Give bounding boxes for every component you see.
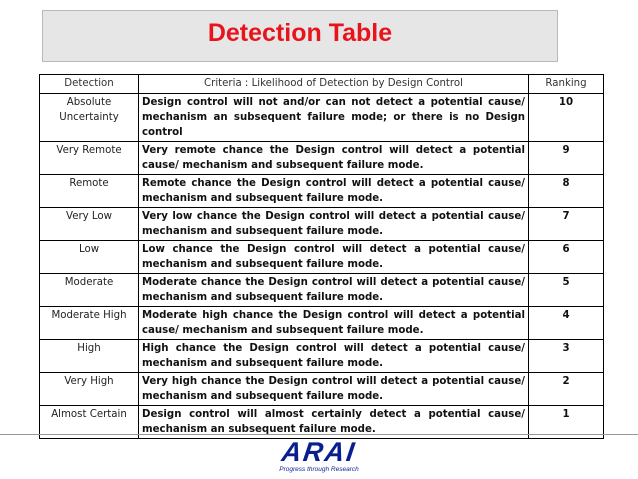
detection-cell: Very High	[40, 373, 139, 406]
ranking-cell: 2	[529, 373, 604, 406]
criteria-cell: Remote chance the Design control will detect a potential cause/ mechanism and subsequent failure mode.	[139, 175, 529, 208]
criteria-cell: Low chance the Design control will detect a potential cause/ mechanism and subsequent failure mode.	[139, 241, 529, 274]
criteria-cell: Moderate high chance the Design control will detect a potential cause/ mechanism and subsequent failure mode.	[139, 307, 529, 340]
table-row	[40, 373, 604, 406]
detection-cell: Very Remote	[40, 142, 139, 175]
table-row	[40, 175, 604, 208]
detection-cell: Moderate	[40, 274, 139, 307]
criteria-cell: Very remote chance the Design control will detect a potential cause/ mechanism and subsequent failure mode.	[139, 142, 529, 175]
table-row	[40, 274, 604, 307]
logo-wordmark: ARAI	[279, 437, 359, 467]
ranking-cell: 6	[529, 241, 604, 274]
ranking-cell: 8	[529, 175, 604, 208]
table-row	[40, 94, 604, 142]
criteria-cell: High chance the Design control will detect a potential cause/ mechanism and subsequent failure mode.	[139, 340, 529, 373]
detection-table	[39, 74, 604, 439]
ranking-cell: 7	[529, 208, 604, 241]
footer-divider	[0, 434, 638, 435]
table-row	[40, 307, 604, 340]
detection-cell: Remote	[40, 175, 139, 208]
page-title: Detection Table	[207, 19, 393, 47]
table-row	[40, 340, 604, 373]
ranking-cell: 1	[529, 406, 604, 439]
criteria-cell: Design control will almost certainly detect a potential cause/ mechanism an subsequent failure mode.	[139, 406, 529, 439]
detection-cell: Almost Certain	[40, 406, 139, 439]
detection-cell: Low	[40, 241, 139, 274]
header-criteria: Criteria : Likelihood of Detection by Design Control	[139, 75, 529, 94]
ranking-cell: 4	[529, 307, 604, 340]
criteria-cell: Design control will not and/or can not detect a potential cause/ mechanism an subsequent failure mode; or there is no Design control	[139, 94, 529, 142]
table-header-row	[40, 75, 604, 94]
criteria-cell: Moderate chance the Design control will detect a potential cause/ mechanism and subsequent failure mode.	[139, 274, 529, 307]
criteria-cell: Very low chance the Design control will detect a potential cause/ mechanism and subsequent failure mode.	[139, 208, 529, 241]
header-ranking: Ranking	[529, 75, 604, 94]
ranking-cell: 10	[529, 94, 604, 142]
arai-logo	[260, 438, 378, 476]
detection-cell: Moderate High	[40, 307, 139, 340]
table-row	[40, 142, 604, 175]
table-row	[40, 241, 604, 274]
logo-tagline: Progress through Research	[279, 466, 359, 473]
ranking-cell: 5	[529, 274, 604, 307]
header-detection: Detection	[40, 75, 139, 94]
title-box	[42, 10, 558, 62]
table-row	[40, 208, 604, 241]
detection-cell: High	[40, 340, 139, 373]
detection-cell: Absolute Uncertainty	[40, 94, 139, 142]
ranking-cell: 3	[529, 340, 604, 373]
detection-cell: Very Low	[40, 208, 139, 241]
criteria-cell: Very high chance the Design control will detect a potential cause/ mechanism and subsequent failure mode.	[139, 373, 529, 406]
ranking-cell: 9	[529, 142, 604, 175]
